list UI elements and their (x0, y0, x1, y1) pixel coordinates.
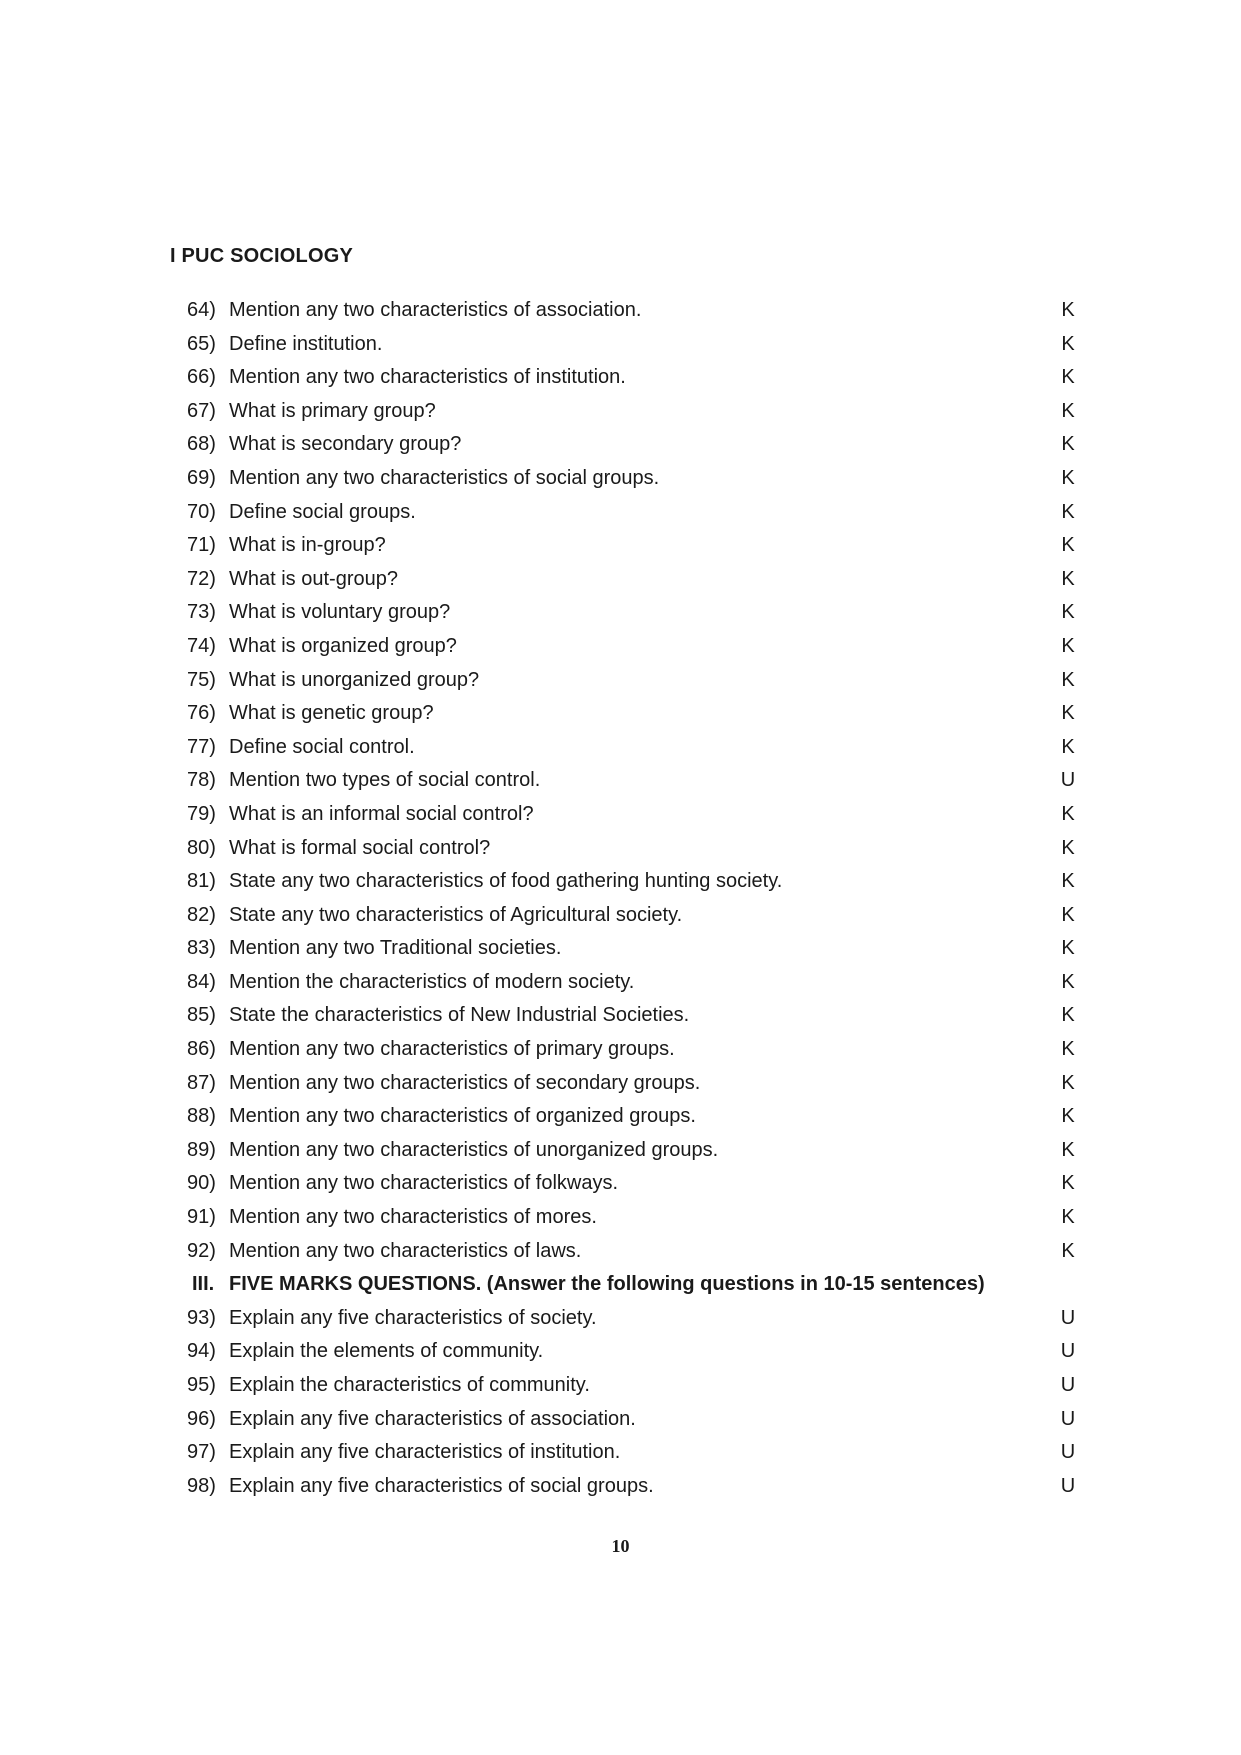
cognitive-level: K (1061, 1038, 1075, 1061)
question-row (0, 966, 1241, 1000)
cognitive-level: K (1061, 332, 1075, 355)
question-row (0, 999, 1241, 1033)
question-number: 86) (187, 1038, 216, 1061)
question-row (0, 697, 1241, 731)
question-number: 70) (187, 500, 216, 523)
cognitive-level: K (1061, 534, 1075, 557)
question-text: What is out-group? (229, 567, 398, 590)
question-number: 98) (187, 1474, 216, 1497)
question-number: 69) (187, 466, 216, 489)
question-row (0, 361, 1241, 395)
cognitive-level: K (1061, 299, 1075, 321)
question-row (0, 1302, 1241, 1336)
cognitive-level: U (1060, 1441, 1076, 1464)
question-text: Explain any five characteristics of social groups. (229, 1474, 654, 1497)
cognitive-level: K (1061, 1071, 1075, 1094)
section-heading (0, 1268, 1241, 1302)
question-text: Mention any two Traditional societies. (229, 937, 562, 960)
cognitive-level: K (1061, 601, 1075, 624)
question-number: 94) (187, 1340, 216, 1363)
question-row (0, 496, 1241, 530)
question-row (0, 1167, 1241, 1201)
question-row (0, 563, 1241, 597)
cognitive-level: K (1061, 366, 1075, 389)
question-number: 97) (187, 1441, 216, 1464)
question-text: Mention any two characteristics of social groups. (229, 466, 660, 489)
question-text: Define social control. (229, 735, 415, 758)
question-text: Explain the elements of community. (229, 1340, 544, 1363)
question-text: What is organized group? (229, 634, 457, 657)
question-row (0, 1100, 1241, 1134)
question-text: Mention any two characteristics of folkways. (229, 1172, 619, 1195)
question-text: Explain any five characteristics of society. (229, 1306, 597, 1329)
question-text: Mention two types of social control. (229, 769, 541, 792)
question-number: 73) (187, 601, 216, 624)
question-row (0, 328, 1241, 362)
question-text: What is an informal social control? (229, 802, 534, 825)
question-number: 91) (187, 1206, 216, 1229)
question-number: 80) (187, 836, 216, 859)
question-text: What is primary group? (229, 399, 436, 422)
cognitive-level: U (1060, 1407, 1076, 1430)
question-row (0, 294, 1241, 328)
section-title: FIVE MARKS QUESTIONS. (Answer the following questions in 10-15 sentences) (229, 1273, 985, 1296)
question-row (0, 462, 1241, 496)
question-text: Mention any two characteristics of secondary groups. (229, 1071, 701, 1094)
question-number: 67) (187, 399, 216, 422)
cognitive-level: K (1061, 500, 1075, 523)
question-row (0, 630, 1241, 664)
question-text: State any two characteristics of food gathering hunting society. (229, 870, 783, 893)
question-text: Mention any two characteristics of mores. (229, 1206, 597, 1229)
cognitive-level: K (1061, 1105, 1075, 1128)
question-row (0, 1470, 1241, 1504)
question-row (0, 1201, 1241, 1235)
question-number: 96) (187, 1407, 216, 1430)
cognitive-level: K (1061, 903, 1075, 926)
question-row (0, 832, 1241, 866)
cognitive-level: K (1061, 1138, 1075, 1161)
cognitive-level: K (1061, 466, 1075, 489)
question-text: State any two characteristics of Agricultural society. (229, 903, 683, 926)
question-row (0, 731, 1241, 765)
cognitive-level: U (1060, 1306, 1076, 1329)
question-number: 81) (187, 870, 216, 893)
question-number: 88) (187, 1105, 216, 1128)
question-row (0, 865, 1241, 899)
question-list (0, 294, 1241, 1503)
question-row (0, 529, 1241, 563)
question-text: Define social groups. (229, 500, 416, 523)
question-row (0, 1033, 1241, 1067)
question-row (0, 932, 1241, 966)
cognitive-level: K (1061, 802, 1075, 825)
cognitive-level: K (1061, 735, 1075, 758)
question-text: Mention any two characteristics of institution. (229, 366, 626, 389)
question-row (0, 1403, 1241, 1437)
cognitive-level: K (1061, 1004, 1075, 1027)
question-text: What is unorganized group? (229, 668, 480, 691)
question-row (0, 899, 1241, 933)
question-row (0, 428, 1241, 462)
question-number: 75) (187, 668, 216, 691)
question-number: 87) (187, 1071, 216, 1094)
question-text: Mention any two characteristics of association. (229, 299, 642, 321)
question-number: 72) (187, 567, 216, 590)
cognitive-level: K (1061, 634, 1075, 657)
question-row (0, 1436, 1241, 1470)
question-row (0, 1369, 1241, 1403)
question-number: 92) (187, 1239, 216, 1262)
question-number: 79) (187, 802, 216, 825)
question-text: Explain any five characteristics of institution. (229, 1441, 621, 1464)
question-number: 74) (187, 634, 216, 657)
cognitive-level: K (1061, 668, 1075, 691)
question-number: 76) (187, 702, 216, 725)
question-text: What is genetic group? (229, 702, 434, 725)
cognitive-level: K (1061, 1239, 1075, 1262)
question-row (0, 1335, 1241, 1369)
cognitive-level: K (1061, 702, 1075, 725)
cognitive-level: K (1061, 836, 1075, 859)
question-row (0, 764, 1241, 798)
question-text: Define institution. (229, 332, 383, 355)
question-text: What is voluntary group? (229, 601, 451, 624)
question-number: 77) (187, 735, 216, 758)
question-text: Mention any two characteristics of unorganized groups. (229, 1138, 719, 1161)
cognitive-level: K (1061, 1206, 1075, 1229)
cognitive-level: U (1060, 1340, 1076, 1363)
question-row (0, 1067, 1241, 1101)
question-number: 68) (187, 433, 216, 456)
question-number: 84) (187, 970, 216, 993)
question-text: Mention any two characteristics of laws. (229, 1239, 582, 1262)
cognitive-level: K (1061, 399, 1075, 422)
question-text: Mention any two characteristics of organized groups. (229, 1105, 696, 1128)
cognitive-level: U (1060, 1474, 1076, 1497)
question-number: 95) (187, 1374, 216, 1396)
cognitive-level: K (1061, 937, 1075, 960)
question-number: 65) (187, 332, 216, 355)
question-number: 82) (187, 903, 216, 926)
question-row (0, 1134, 1241, 1168)
cognitive-level: K (1061, 970, 1075, 993)
question-number: 83) (187, 937, 216, 960)
page-header-title: I PUC SOCIOLOGY (170, 245, 354, 267)
question-text: Mention the characteristics of modern society. (229, 970, 635, 993)
question-number: 90) (187, 1172, 216, 1195)
question-row (0, 798, 1241, 832)
question-number: 71) (187, 534, 216, 557)
question-row (0, 596, 1241, 630)
cognitive-level: K (1061, 870, 1075, 893)
question-number: 78) (187, 769, 216, 792)
question-text: Mention any two characteristics of primary groups. (229, 1038, 675, 1061)
question-number: 66) (187, 366, 216, 389)
question-row (0, 395, 1241, 429)
question-text: What is formal social control? (229, 836, 491, 859)
cognitive-level: K (1061, 433, 1075, 456)
page-number: 10 (611, 1536, 630, 1556)
question-number: 85) (187, 1004, 216, 1027)
question-text: Explain any five characteristics of association. (229, 1407, 636, 1430)
question-number: 93) (187, 1306, 216, 1329)
question-text: What is secondary group? (229, 433, 462, 456)
cognitive-level: U (1060, 769, 1076, 792)
question-text: State the characteristics of New Industrial Societies. (229, 1004, 690, 1027)
cognitive-level: K (1061, 1172, 1075, 1195)
cognitive-level: K (1061, 567, 1075, 590)
question-row (0, 664, 1241, 698)
cognitive-level: U (1060, 1374, 1076, 1396)
question-text: What is in-group? (229, 534, 386, 557)
question-number: 64) (187, 299, 216, 321)
question-text: Explain the characteristics of community. (229, 1374, 590, 1396)
question-row (0, 1235, 1241, 1269)
section-number: III. (192, 1273, 215, 1296)
question-number: 89) (187, 1138, 216, 1161)
